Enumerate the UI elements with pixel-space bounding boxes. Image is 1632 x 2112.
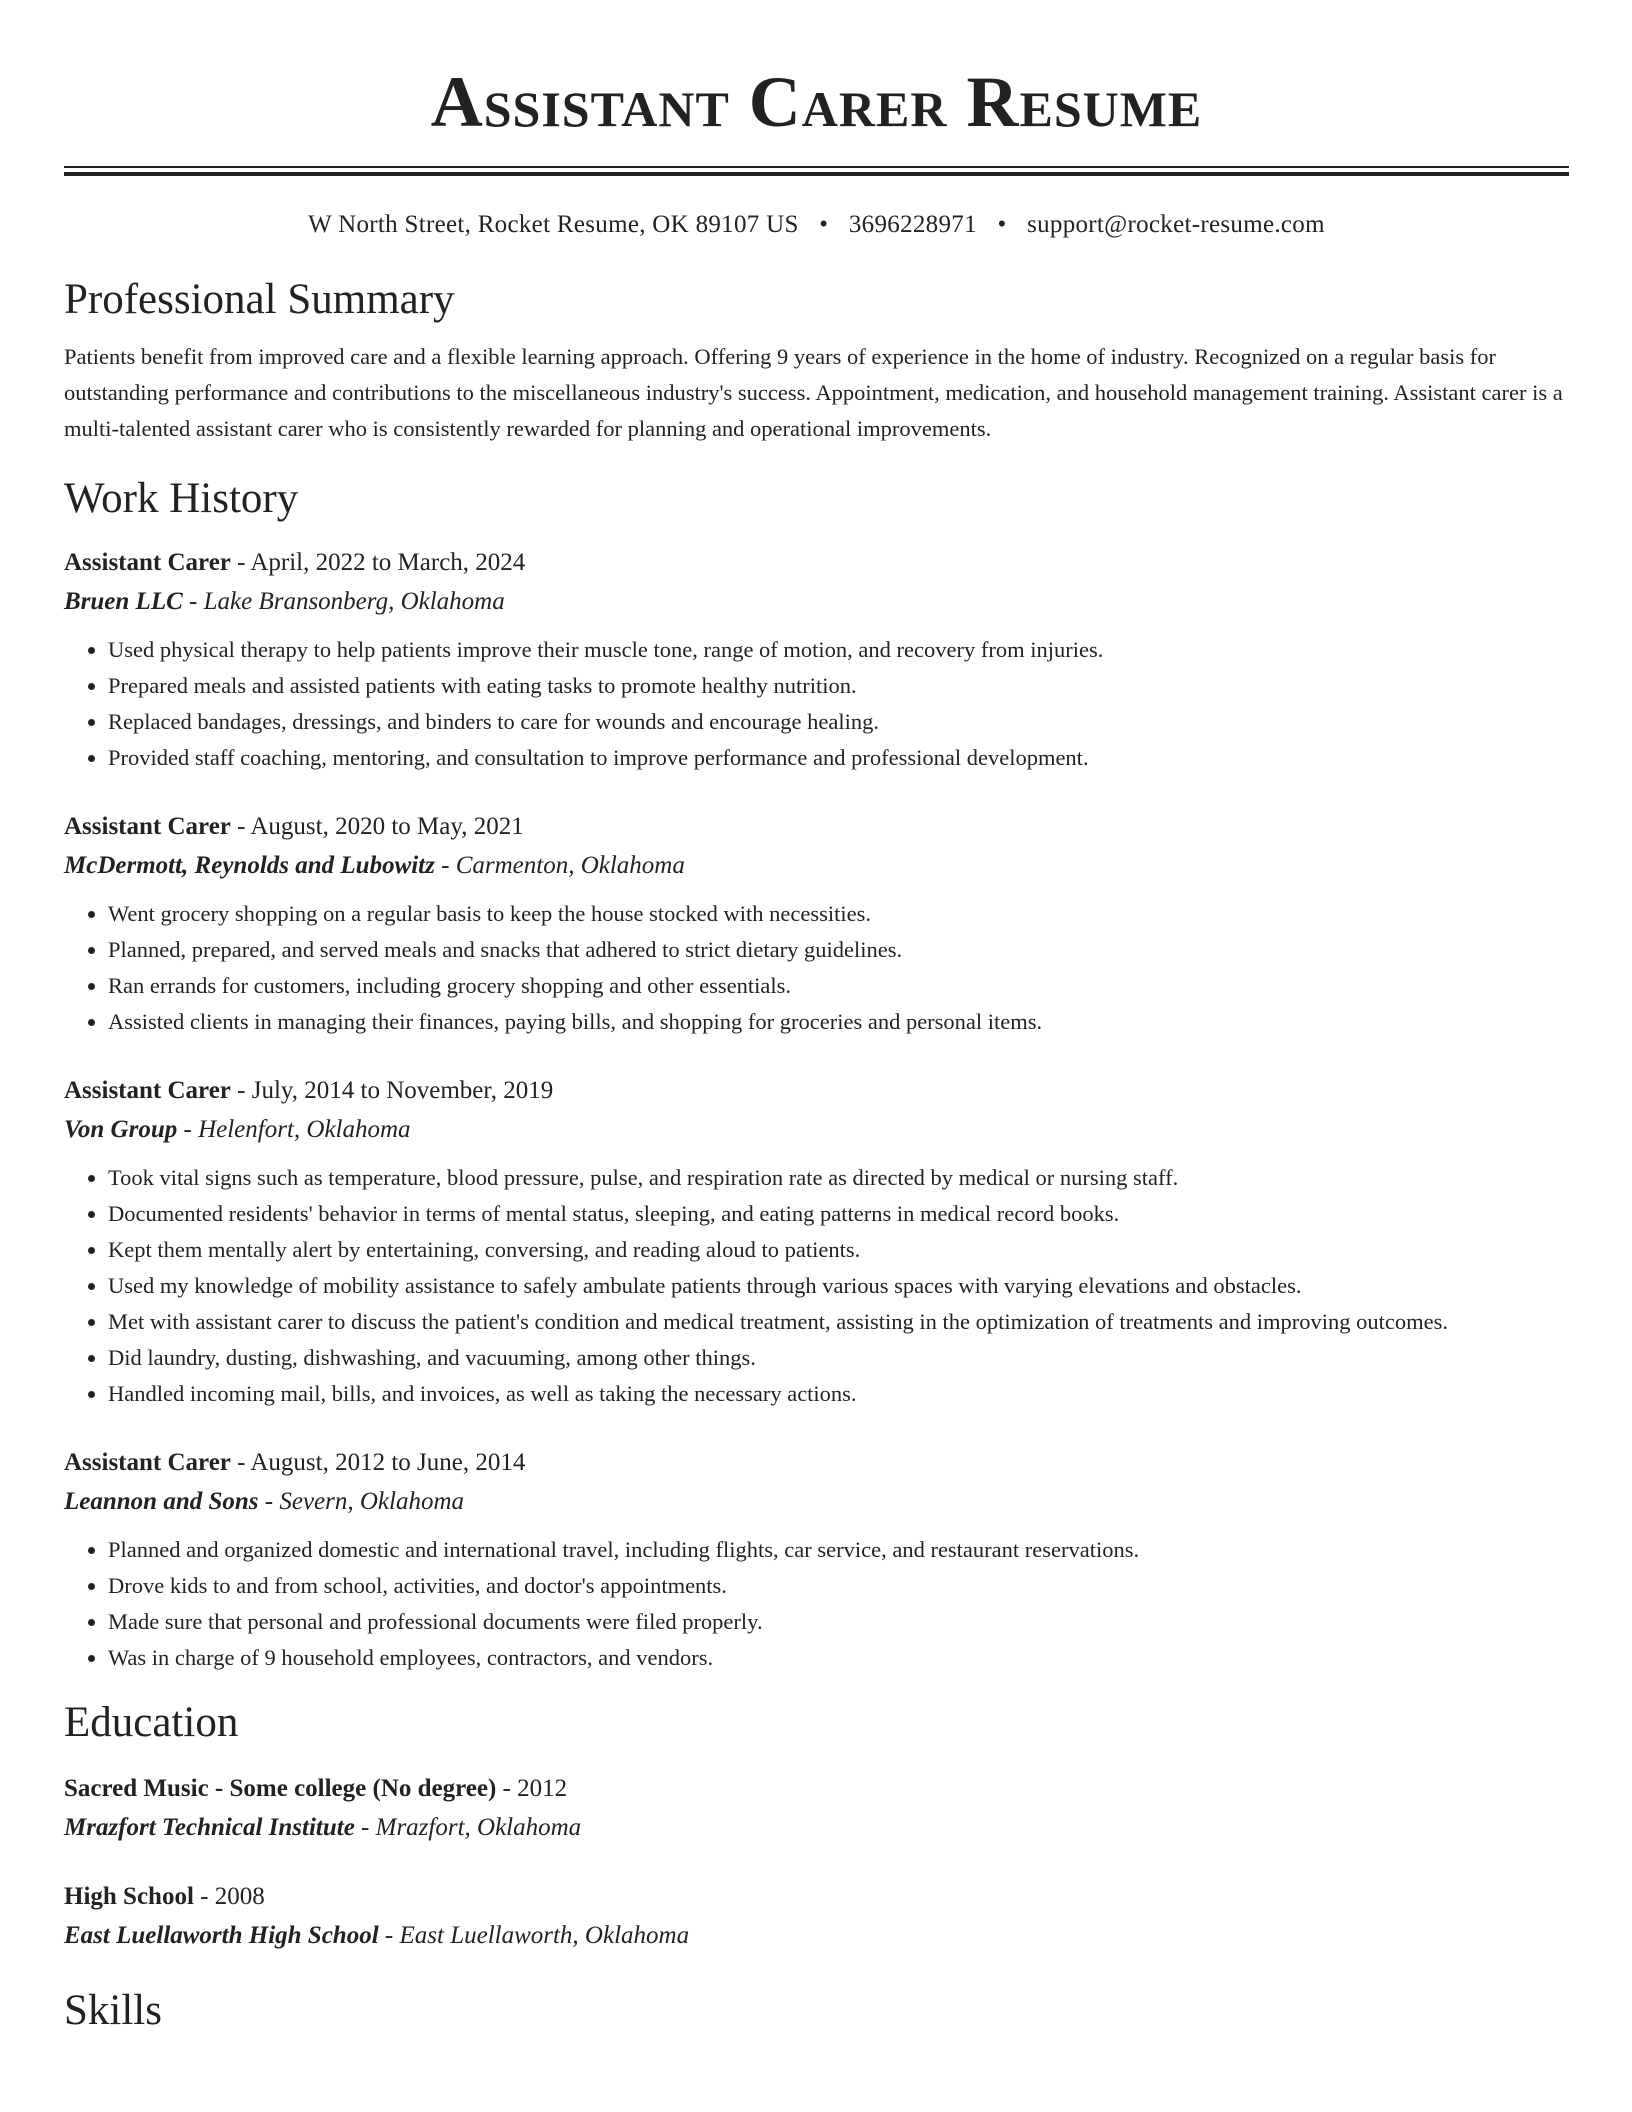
education-location: - Mrazfort, Oklahoma bbox=[354, 1814, 582, 1841]
job-title: Assistant Carer bbox=[64, 813, 231, 840]
job-company-line bbox=[64, 1482, 1569, 1522]
education-school-line bbox=[64, 1916, 1569, 1956]
job-title-line bbox=[64, 544, 1569, 582]
education-degree-line bbox=[64, 1770, 1569, 1808]
job-company: Leannon and Sons bbox=[64, 1488, 259, 1515]
job-company-line bbox=[64, 846, 1569, 886]
education-location: - East Luellaworth, Oklahoma bbox=[378, 1922, 690, 1949]
job-bullet: • Ran errands for customers, including grocery shopping and other essentials. bbox=[108, 968, 1569, 1004]
section-heading-education: Education bbox=[64, 1699, 239, 1746]
job-bullet: • Drove kids to and from school, activities, and doctor's appointments. bbox=[108, 1568, 1569, 1604]
job-bullet: • Provided staff coaching, mentoring, and consultation to improve performance and professional development. bbox=[108, 740, 1569, 776]
job-bullet: • Kept them mentally alert by entertaining, conversing, and reading aloud to patients. bbox=[108, 1232, 1569, 1268]
resume-page bbox=[64, 0, 1569, 2036]
title-double-rule bbox=[64, 166, 1569, 176]
job-company: Bruen LLC bbox=[64, 588, 183, 615]
summary-text: Patients benefit from improved care and a flexible learning approach. Offering 9 years of experience in the home of industry. Recognized on a regular basis for outstanding performance and contributions to the miscellaneous industry's success. Appointment, medication, and household management training. Assistant carer is a multi-talented assistant carer who is consistently rewarded for planning and operational improvements. bbox=[64, 344, 1563, 441]
job-company-line bbox=[64, 1110, 1569, 1150]
resume-title: Assistant Carer Resume bbox=[430, 62, 1203, 142]
education-year: - 2012 bbox=[496, 1775, 568, 1802]
job-bullet: • Prepared meals and assisted patients with eating tasks to promote healthy nutrition. bbox=[108, 668, 1569, 704]
job-dates: - July, 2014 to November, 2019 bbox=[230, 1077, 554, 1104]
job-bullet: • Met with assistant carer to discuss the patient's condition and medical treatment, assisting in the optimization of treatments and improving outcomes. bbox=[108, 1304, 1569, 1340]
job-bullet-list bbox=[64, 1160, 1569, 1412]
job-location: - Carmenton, Oklahoma bbox=[434, 852, 685, 879]
job-bullet: • Took vital signs such as temperature, blood pressure, pulse, and respiration rate as directed by medical or nursing staff. bbox=[108, 1160, 1569, 1196]
job-bullet-list bbox=[64, 896, 1569, 1040]
job-title: Assistant Carer bbox=[64, 1077, 231, 1104]
education-school: East Luellaworth High School bbox=[64, 1922, 379, 1949]
education-degree: Sacred Music - Some college (No degree) bbox=[64, 1775, 497, 1802]
contact-phone: 3696228971 bbox=[848, 211, 977, 238]
job-dates: - April, 2022 to March, 2024 bbox=[230, 549, 526, 576]
job-bullet-list bbox=[64, 1532, 1569, 1676]
job-bullet: • Planned and organized domestic and international travel, including flights, car service, and restaurant reservations. bbox=[108, 1532, 1569, 1568]
job-bullet-list bbox=[64, 632, 1569, 776]
job-title-line bbox=[64, 1444, 1569, 1482]
job-bullet: • Documented residents' behavior in terms of mental status, sleeping, and eating patterns in medical record books. bbox=[108, 1196, 1569, 1232]
job-dates: - August, 2020 to May, 2021 bbox=[230, 813, 524, 840]
job-bullet: • Replaced bandages, dressings, and binders to care for wounds and encourage healing. bbox=[108, 704, 1569, 740]
job-bullet: • Made sure that personal and professional documents were filed properly. bbox=[108, 1604, 1569, 1640]
job-company-line bbox=[64, 582, 1569, 622]
education-entry bbox=[64, 1770, 1569, 1848]
job-title: Assistant Carer bbox=[64, 1449, 231, 1476]
job-bullet: • Handled incoming mail, bills, and invoices, as well as taking the necessary actions. bbox=[108, 1376, 1569, 1412]
job-bullet: • Did laundry, dusting, dishwashing, and vacuuming, among other things. bbox=[108, 1340, 1569, 1376]
job-title: Assistant Carer bbox=[64, 549, 231, 576]
job-bullet: • Went grocery shopping on a regular basis to keep the house stocked with necessities. bbox=[108, 896, 1569, 932]
education-entry bbox=[64, 1878, 1569, 1956]
job-entry bbox=[64, 1444, 1569, 1676]
job-entry bbox=[64, 808, 1569, 1040]
job-title-line bbox=[64, 808, 1569, 846]
job-company: Von Group bbox=[64, 1116, 178, 1143]
job-title-line bbox=[64, 1072, 1569, 1110]
job-bullet: • Used my knowledge of mobility assistance to safely ambulate patients through various spaces with varying elevations and obstacles. bbox=[108, 1268, 1569, 1304]
job-bullet: • Used physical therapy to help patients improve their muscle tone, range of motion, and recovery from injuries. bbox=[108, 632, 1569, 668]
job-bullet: • Assisted clients in managing their finances, paying bills, and shopping for groceries and personal items. bbox=[108, 1004, 1569, 1040]
job-dates: - August, 2012 to June, 2014 bbox=[230, 1449, 526, 1476]
education-degree-line bbox=[64, 1878, 1569, 1916]
education-school: Mrazfort Technical Institute bbox=[64, 1814, 355, 1841]
job-location: - Helenfort, Oklahoma bbox=[177, 1116, 411, 1143]
job-bullet: • Was in charge of 9 household employees, contractors, and vendors. bbox=[108, 1640, 1569, 1676]
job-location: - Lake Bransonberg, Oklahoma bbox=[182, 588, 505, 615]
job-company: McDermott, Reynolds and Lubowitz bbox=[64, 852, 435, 879]
section-heading-skills: Skills bbox=[64, 1987, 162, 2034]
contact-separator: • bbox=[997, 211, 1007, 238]
section-heading-summary: Professional Summary bbox=[64, 276, 455, 323]
education-year: - 2008 bbox=[193, 1883, 265, 1910]
section-heading-work-history: Work History bbox=[64, 475, 299, 522]
contact-line bbox=[64, 208, 1569, 242]
education-degree: High School bbox=[64, 1883, 194, 1910]
contact-address: W North Street, Rocket Resume, OK 89107 US bbox=[308, 211, 799, 238]
education-school-line bbox=[64, 1808, 1569, 1848]
job-bullet: • Planned, prepared, and served meals and snacks that adhered to strict dietary guidelines. bbox=[108, 932, 1569, 968]
job-entry bbox=[64, 1072, 1569, 1412]
contact-separator: • bbox=[819, 211, 829, 238]
job-location: - Severn, Oklahoma bbox=[258, 1488, 465, 1515]
contact-email: support@rocket-resume.com bbox=[1027, 211, 1325, 238]
job-entry bbox=[64, 544, 1569, 776]
